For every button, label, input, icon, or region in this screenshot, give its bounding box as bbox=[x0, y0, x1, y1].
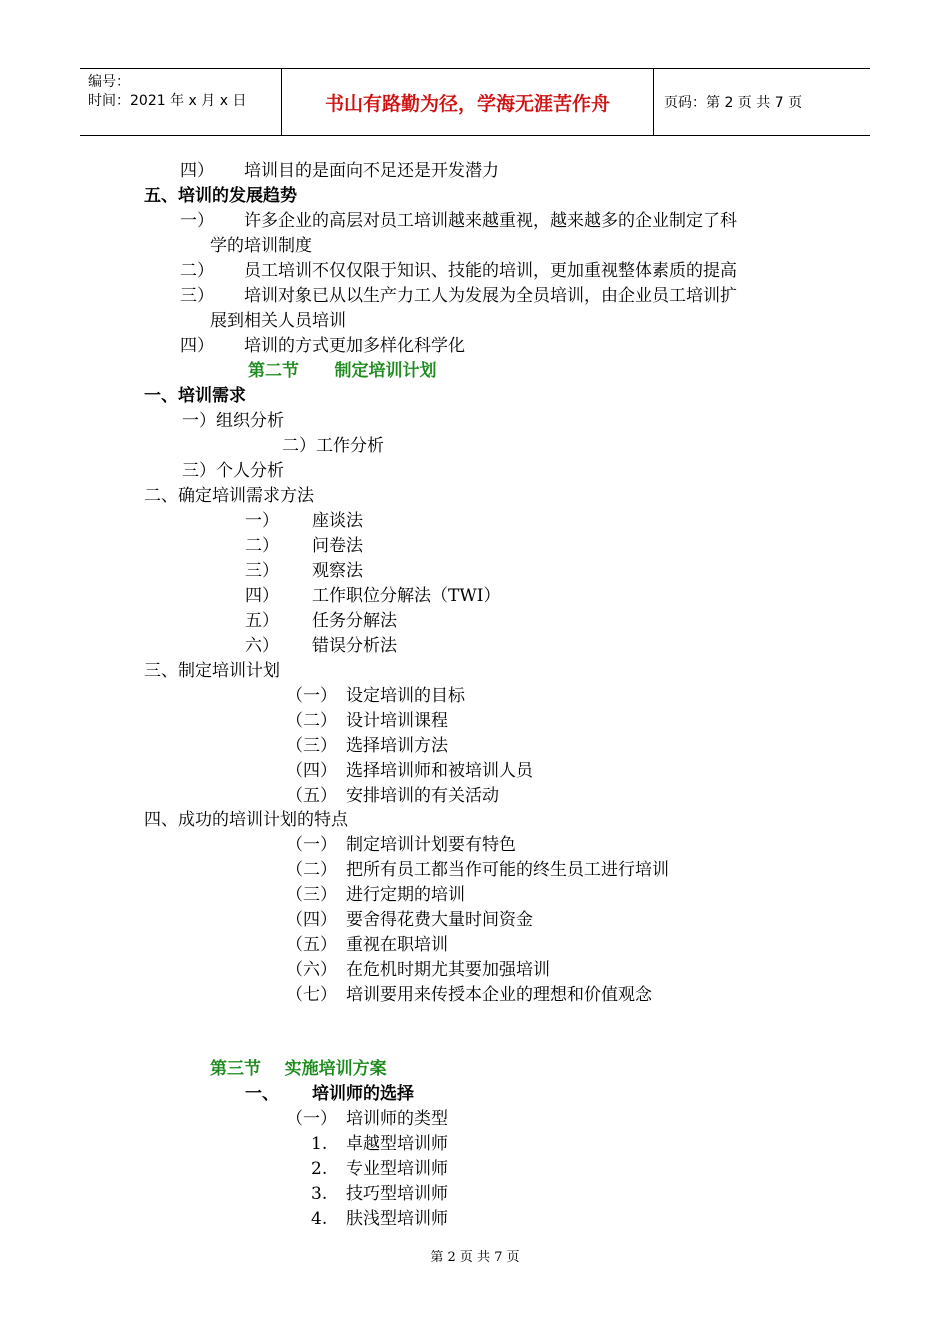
section-title: 第三节 实施培训方案 bbox=[210, 1059, 387, 1079]
section-title: 第二节 制定培训计划 bbox=[248, 361, 437, 381]
list-item: 三）个人分析 bbox=[182, 461, 284, 481]
list-item-continuation: 展到相关人员培训 bbox=[210, 311, 346, 331]
list-item: （二） 设计培训课程 bbox=[286, 711, 448, 731]
list-item: 二）工作分析 bbox=[282, 436, 384, 456]
page-header bbox=[80, 68, 870, 136]
list-item: （二） 把所有员工都当作可能的终生员工进行培训 bbox=[286, 860, 669, 880]
list-item: 四） 培训目的是面向不足还是开发潜力 bbox=[180, 161, 499, 181]
list-item: 二） 员工培训不仅仅限于知识、技能的培训，更加重视整体素质的提高 bbox=[180, 261, 737, 281]
time-label: 时间：2021 年 x 月 x 日 bbox=[88, 93, 247, 109]
list-item: （一） 培训师的类型 bbox=[286, 1109, 448, 1129]
header-motto: 书山有路勤为径，学海无涯苦作舟 bbox=[282, 69, 654, 135]
list-item: （五） 重视在职培训 bbox=[286, 935, 448, 955]
list-item-continuation: 学的培训制度 bbox=[210, 236, 312, 256]
list-item: 六） 错误分析法 bbox=[245, 636, 397, 656]
list-item: （一） 制定培训计划要有特色 bbox=[286, 835, 516, 855]
list-item: （三） 选择培训方法 bbox=[286, 736, 448, 756]
list-item: （五） 安排培训的有关活动 bbox=[286, 786, 499, 806]
heading-c: 三、制定培训计划 bbox=[144, 661, 280, 681]
list-item: 3. 技巧型培训师 bbox=[311, 1184, 448, 1204]
list-item: 1. 卓越型培训师 bbox=[311, 1134, 448, 1154]
list-item: （四） 选择培训师和被培训人员 bbox=[286, 761, 533, 781]
list-item: 三） 观察法 bbox=[245, 561, 363, 581]
list-item: 2. 专业型培训师 bbox=[311, 1159, 448, 1179]
list-item: 一） 许多企业的高层对员工培训越来越重视，越来越多的企业制定了科 bbox=[180, 211, 737, 231]
list-item: 三） 培训对象已从以生产力工人为发展为全员培训，由企业员工培训扩 bbox=[180, 286, 737, 306]
list-item: 二） 问卷法 bbox=[245, 536, 363, 556]
heading-b: 二、确定培训需求方法 bbox=[144, 486, 314, 506]
page-footer: 第 2 页 共 7 页 bbox=[430, 1250, 520, 1265]
heading-d: 四、成功的培训计划的特点 bbox=[144, 810, 348, 830]
list-item: 五） 任务分解法 bbox=[245, 611, 397, 631]
heading-a: 一、培训需求 bbox=[144, 386, 246, 406]
list-item: 四） 培训的方式更加多样化科学化 bbox=[180, 336, 465, 356]
number-label: 编号： bbox=[88, 74, 130, 90]
list-item: 一） 座谈法 bbox=[245, 511, 363, 531]
list-item: （三） 进行定期的培训 bbox=[286, 885, 465, 905]
list-item: 4. 肤浅型培训师 bbox=[311, 1209, 448, 1229]
list-item: 四） 工作职位分解法（TWI） bbox=[245, 586, 501, 606]
list-item: 一）组织分析 bbox=[182, 411, 284, 431]
list-item: （六） 在危机时期尤其要加强培训 bbox=[286, 960, 550, 980]
header-meta bbox=[80, 69, 282, 135]
list-item: （七） 培训要用来传授本企业的理想和价值观念 bbox=[286, 985, 652, 1005]
heading-e: 一、 培训师的选择 bbox=[245, 1084, 414, 1104]
section-heading: 五、培训的发展趋势 bbox=[144, 186, 297, 206]
header-page-label: 页码：第 2 页 共 7 页 bbox=[664, 95, 803, 111]
list-item: （四） 要舍得花费大量时间资金 bbox=[286, 910, 533, 930]
list-item: （一） 设定培训的目标 bbox=[286, 686, 465, 706]
